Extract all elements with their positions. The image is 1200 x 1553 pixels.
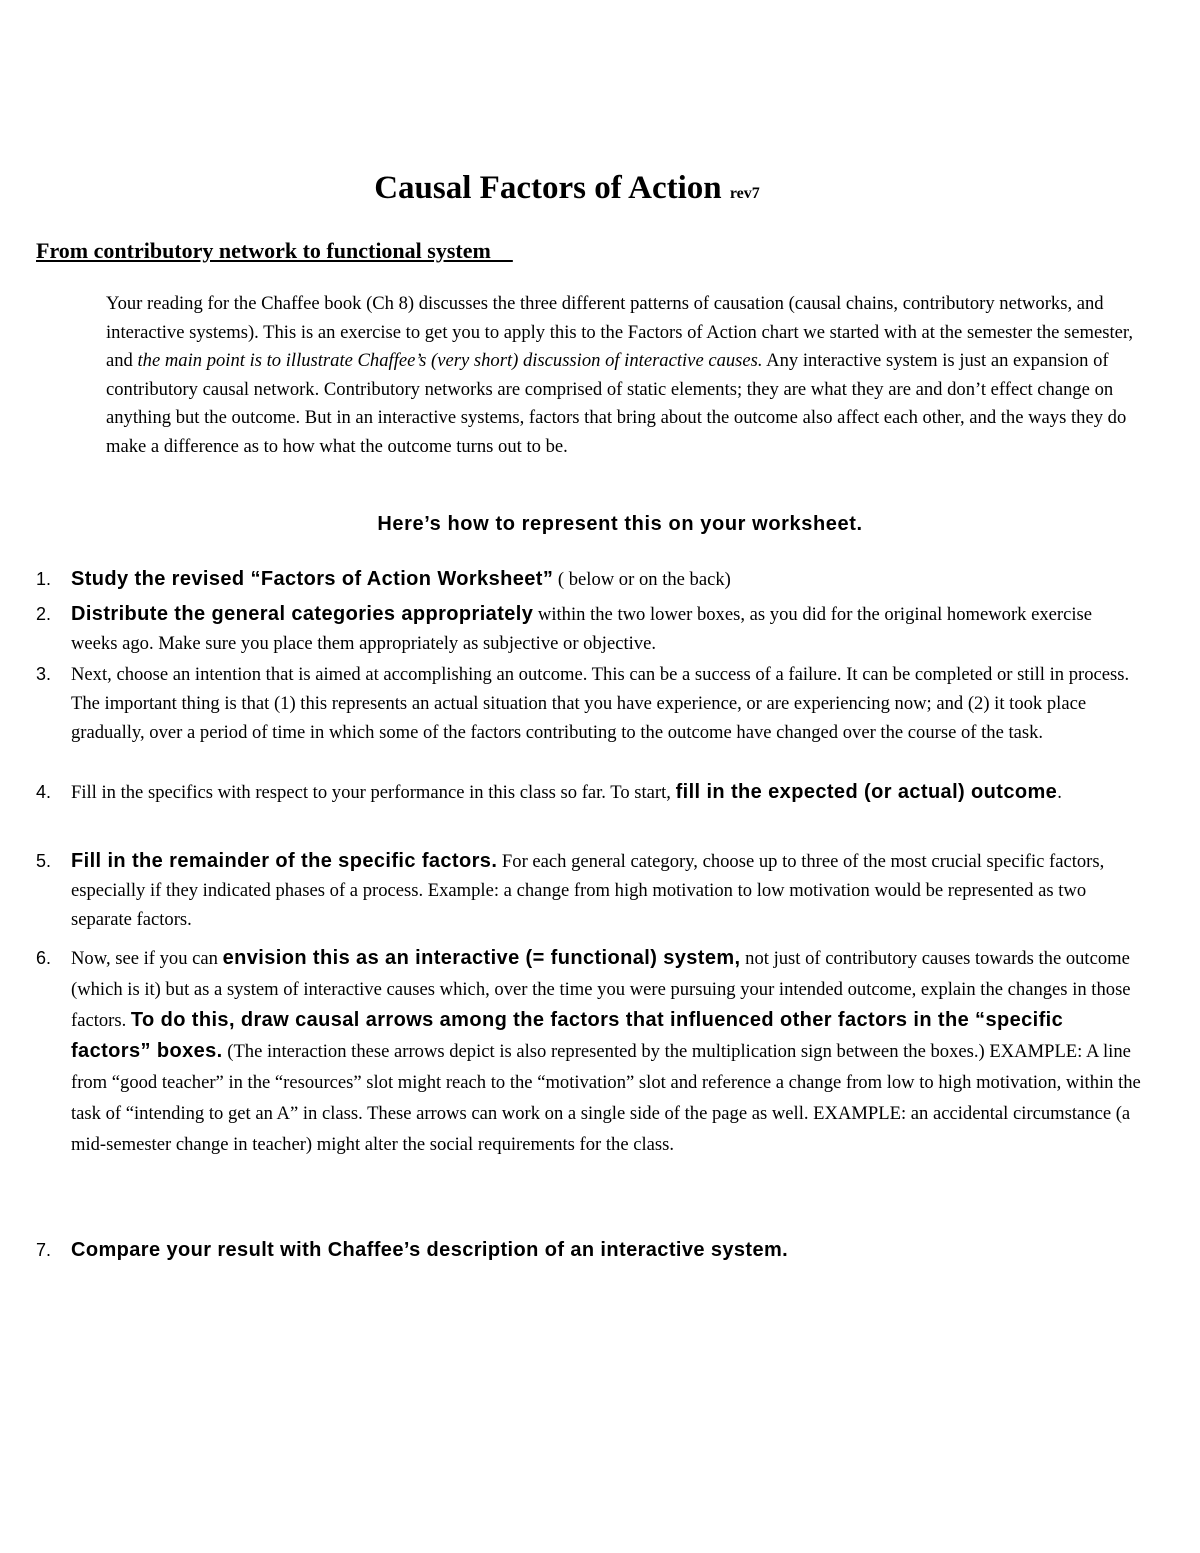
item-number: 4. [36,782,52,802]
item-number: 1. [36,569,52,589]
item-text: within the two lower boxes, as you did for the original homework exercise weeks ago. Make sure you place them appropriately as subjective or objective. [71,604,1092,654]
item-number: 5. [36,851,52,871]
item-body [71,775,1141,810]
item-number: 2. [36,604,52,624]
item-bold-text: envision this as an interactive (= functional) system, [222,947,741,969]
item-body [71,565,1141,594]
item-bold-text: Fill in the remainder of the specific factors. [71,850,498,872]
intro-paragraph [106,290,1146,462]
document-title [0,168,1134,214]
document-subtitle: From contributory network to functional system [36,238,513,263]
item-text: Next, choose an intention that is aimed at accomplishing an outcome. This can be a success of a failure. It can be completed or still in process. The important thing is that (1) this represents an actual situation that you have experience, or are experiencing now; and (2) it took place gradually, over a period of time in which some of the factors contributing to the outcome have changed over the course of the task. [71,664,1130,743]
item-bold-text: Study the revised “Factors of Action Worksheet” [71,568,554,590]
item-bold-text: To do this, draw causal arrows among the factors that influenced other factors in the “specific factors” boxes. [71,1009,1064,1062]
item-number: 6. [36,948,52,968]
item-body [71,660,1141,747]
item-number: 3. [36,664,52,684]
item-text: Fill in the specifics with respect to your performance in this class so far. To start, [71,782,676,803]
title-text: Causal Factors of Action [374,170,722,206]
item-text: ( below or on the back) [553,569,731,590]
intro-text-2: Any interactive system is just an expansion of contributory causal network. Contributory networks are comprised of static elements; they are what they are and don’t effect change on anything but the outcome. But in an interactive systems, factors that bring about the outcome also affect each other, and the ways they do make a difference as to how what the outcome turns out to be. [106,350,1127,457]
intro-text-1: Your reading for the Chaffee book (Ch 8) discusses the three different patterns of causation (causal chains, contributory networks, and interactive systems). This is an exercise to get you to apply this to the Factors of Action chart we started with at the semester the semester, and [106,293,1133,372]
item-text: not just of contributory causes towards the outcome (which is it) but as a system of interactive causes which, over the time you were pursuing your intended outcome, explain the changes in those factors. [71,948,1131,1031]
title-revision: rev7 [729,185,760,202]
item-text: . [1057,782,1062,803]
item-body [71,943,1141,1160]
item-bold-text: fill in the expected (or actual) outcome [675,781,1058,803]
item-body [71,600,1141,658]
item-text: (The interaction these arrows depict is also represented by the multiplication sign between the boxes.) EXAMPLE: A line from “good teacher” in the “resources” slot might reach to the “motivation” slot and reference a change from low to high motivation, within the task of “intending to get an A” in class. These arrows can work on a single side of the page as well. EXAMPLE: an accidental circumstance (a mid-semester change in teacher) might alter the social requirements for the class. [71,1041,1141,1155]
item-body [71,847,1141,934]
intro-emphasis: the main point is to illustrate Chaffee’s (very short) discussion of interactive causes. [137,350,763,372]
item-body [71,1236,1141,1265]
item-text: Now, see if you can [71,948,223,969]
item-bold-text: Distribute the general categories appropriately [71,603,534,625]
item-number: 7. [36,1240,52,1260]
item-bold-text: Compare your result with Chaffee’s description of an interactive system. [71,1239,789,1261]
item-text: For each general category, choose up to three of the most crucial specific factors, especially if they indicated phases of a process. Example: a change from high motivation to low motivation would be represented as two separate factors. [71,851,1105,930]
section-heading: Here’s how to represent this on your worksheet. [377,513,863,535]
